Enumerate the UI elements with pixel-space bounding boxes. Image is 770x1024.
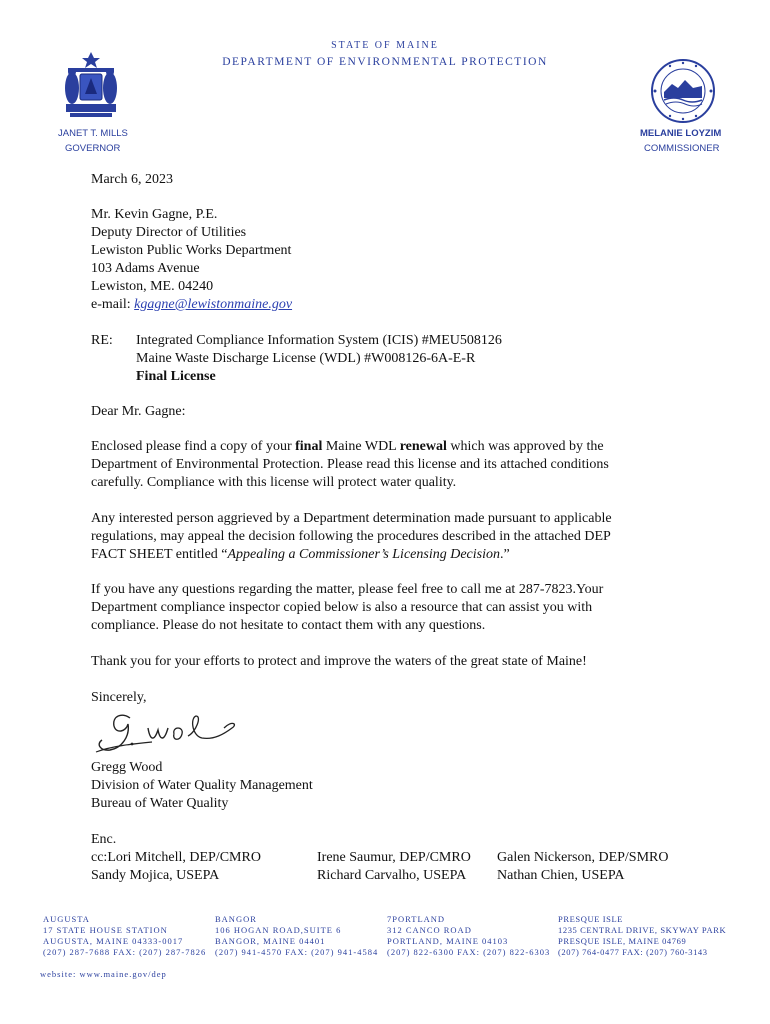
p3-line-1: If you have any questions regarding the matter, please feel free to call me at 287-7823.Your: [91, 582, 604, 597]
office-phone: (207) 941-4570 FAX: (207) 941-4584: [215, 947, 379, 957]
p3-line-2: Department compliance inspector copied below is also a resource that can assist you with: [91, 600, 593, 615]
p1-line-3: carefully. Compliance with this license will protect water quality.: [91, 475, 457, 490]
recipient-email-line: [91, 297, 292, 313]
office-city: PRESQUE ISLE, MAINE 04769: [558, 936, 687, 946]
recipient-city: Lewiston, ME. 04240: [91, 279, 214, 294]
commissioner-name: MELANIE LOYZIM: [640, 128, 722, 139]
office-name: 7PORTLAND: [387, 914, 446, 924]
commissioner-title: COMMISSIONER: [644, 143, 720, 154]
signer-bureau: Bureau of Water Quality: [91, 796, 229, 811]
cc-col1-row1: cc:Lori Mitchell, DEP/CMRO: [91, 850, 261, 865]
p2-fact-sheet-title: Appealing a Commissioner’s Licensing Decision: [227, 547, 500, 562]
signer-name: Gregg Wood: [91, 760, 163, 775]
p2-text-c: .”: [499, 547, 510, 562]
p1-line-1: [91, 439, 604, 455]
enclosure-label: Enc.: [91, 832, 117, 847]
office-name: BANGOR: [215, 914, 257, 924]
p2-line-1: Any interested person aggrieved by a Department determination made pursuant to applicable: [91, 511, 612, 526]
office-phone: (207) 822-6300 FAX: (207) 822-6303: [387, 947, 551, 957]
office-name: PRESQUE ISLE: [558, 914, 624, 924]
handwritten-signature: [92, 706, 242, 758]
p3-line-3: compliance. Please do not hesitate to contact them with any questions.: [91, 618, 486, 633]
office-name: AUGUSTA: [43, 914, 90, 924]
letter-date: March 6, 2023: [91, 172, 174, 187]
office-phone: (207) 287-7688 FAX: (207) 287-7826: [43, 947, 207, 957]
p1-text-e: which was approved by the: [446, 439, 604, 454]
dep-seal: [650, 58, 716, 124]
cc-col2-row1: Irene Saumur, DEP/CMRO: [317, 850, 471, 865]
p1-line-2: Department of Environmental Protection. Please read this license and its attached conditions: [91, 457, 609, 472]
footer-office-portland: [387, 914, 550, 958]
maine-coat-of-arms-seal: [60, 50, 122, 120]
email-link[interactable]: kgagne@lewistonmaine.gov: [134, 297, 293, 312]
recipient-title: Deputy Director of Utilities: [91, 225, 247, 240]
p1-text-c: Maine WDL: [322, 439, 400, 454]
cc-col3-row1: Galen Nickerson, DEP/SMRO: [497, 850, 669, 865]
p2-line-3: [91, 547, 510, 563]
footer-website[interactable]: website: www.maine.gov/dep: [40, 969, 167, 979]
re-line-icis: Integrated Compliance Information System (ICIS) #MEU508126: [136, 333, 502, 348]
email-label: e-mail:: [91, 297, 135, 312]
office-phone: (207) 764-0477 FAX: (207) 760-3143: [558, 947, 708, 957]
state-heading: STATE OF MAINE: [331, 40, 439, 51]
office-street: 17 STATE HOUSE STATION: [43, 925, 168, 935]
signer-division: Division of Water Quality Management: [91, 778, 313, 793]
governor-name: JANET T. MILLS: [58, 128, 128, 139]
footer-office-presque-isle: [558, 914, 726, 958]
footer-office-augusta: [43, 914, 206, 958]
p1-bold-renewal: renewal: [399, 439, 447, 454]
re-line-wdl: Maine Waste Discharge License (WDL) #W008126-6A-E-R: [136, 351, 476, 366]
office-city: AUGUSTA, MAINE 04333-0017: [43, 936, 184, 946]
cc-col1-row2: Sandy Mojica, USEPA: [91, 868, 220, 883]
re-label: RE:: [91, 333, 113, 348]
department-heading: DEPARTMENT OF ENVIRONMENTAL PROTECTION: [222, 56, 548, 68]
paragraph-4: Thank you for your efforts to protect and improve the waters of the great state of Maine!: [91, 654, 587, 669]
recipient-name: Mr. Kevin Gagne, P.E.: [91, 207, 218, 222]
office-city: PORTLAND, MAINE 04103: [387, 936, 509, 946]
recipient-org: Lewiston Public Works Department: [91, 243, 292, 258]
closing: Sincerely,: [91, 690, 147, 705]
p2-line-2: regulations, may appeal the decision following the procedures described in the attached DEP: [91, 529, 611, 544]
p2-text-a: FACT SHEET entitled “: [91, 547, 228, 562]
salutation: Dear Mr. Gagne:: [91, 404, 186, 419]
cc-col2-row2: Richard Carvalho, USEPA: [317, 868, 467, 883]
office-city: BANGOR, MAINE 04401: [215, 936, 326, 946]
office-street: 312 CANCO ROAD: [387, 925, 472, 935]
governor-title: GOVERNOR: [65, 143, 121, 154]
office-street: 106 HOGAN ROAD,SUITE 6: [215, 925, 342, 935]
cc-col3-row2: Nathan Chien, USEPA: [497, 868, 625, 883]
p1-text-a: Enclosed please find a copy of your: [91, 439, 296, 454]
p1-bold-final: final: [295, 439, 323, 454]
recipient-street: 103 Adams Avenue: [91, 261, 200, 276]
re-line-final-license: Final License: [136, 369, 216, 384]
footer-office-bangor: [215, 914, 378, 958]
office-street: 1235 CENTRAL DRIVE, SKYWAY PARK: [558, 925, 727, 935]
